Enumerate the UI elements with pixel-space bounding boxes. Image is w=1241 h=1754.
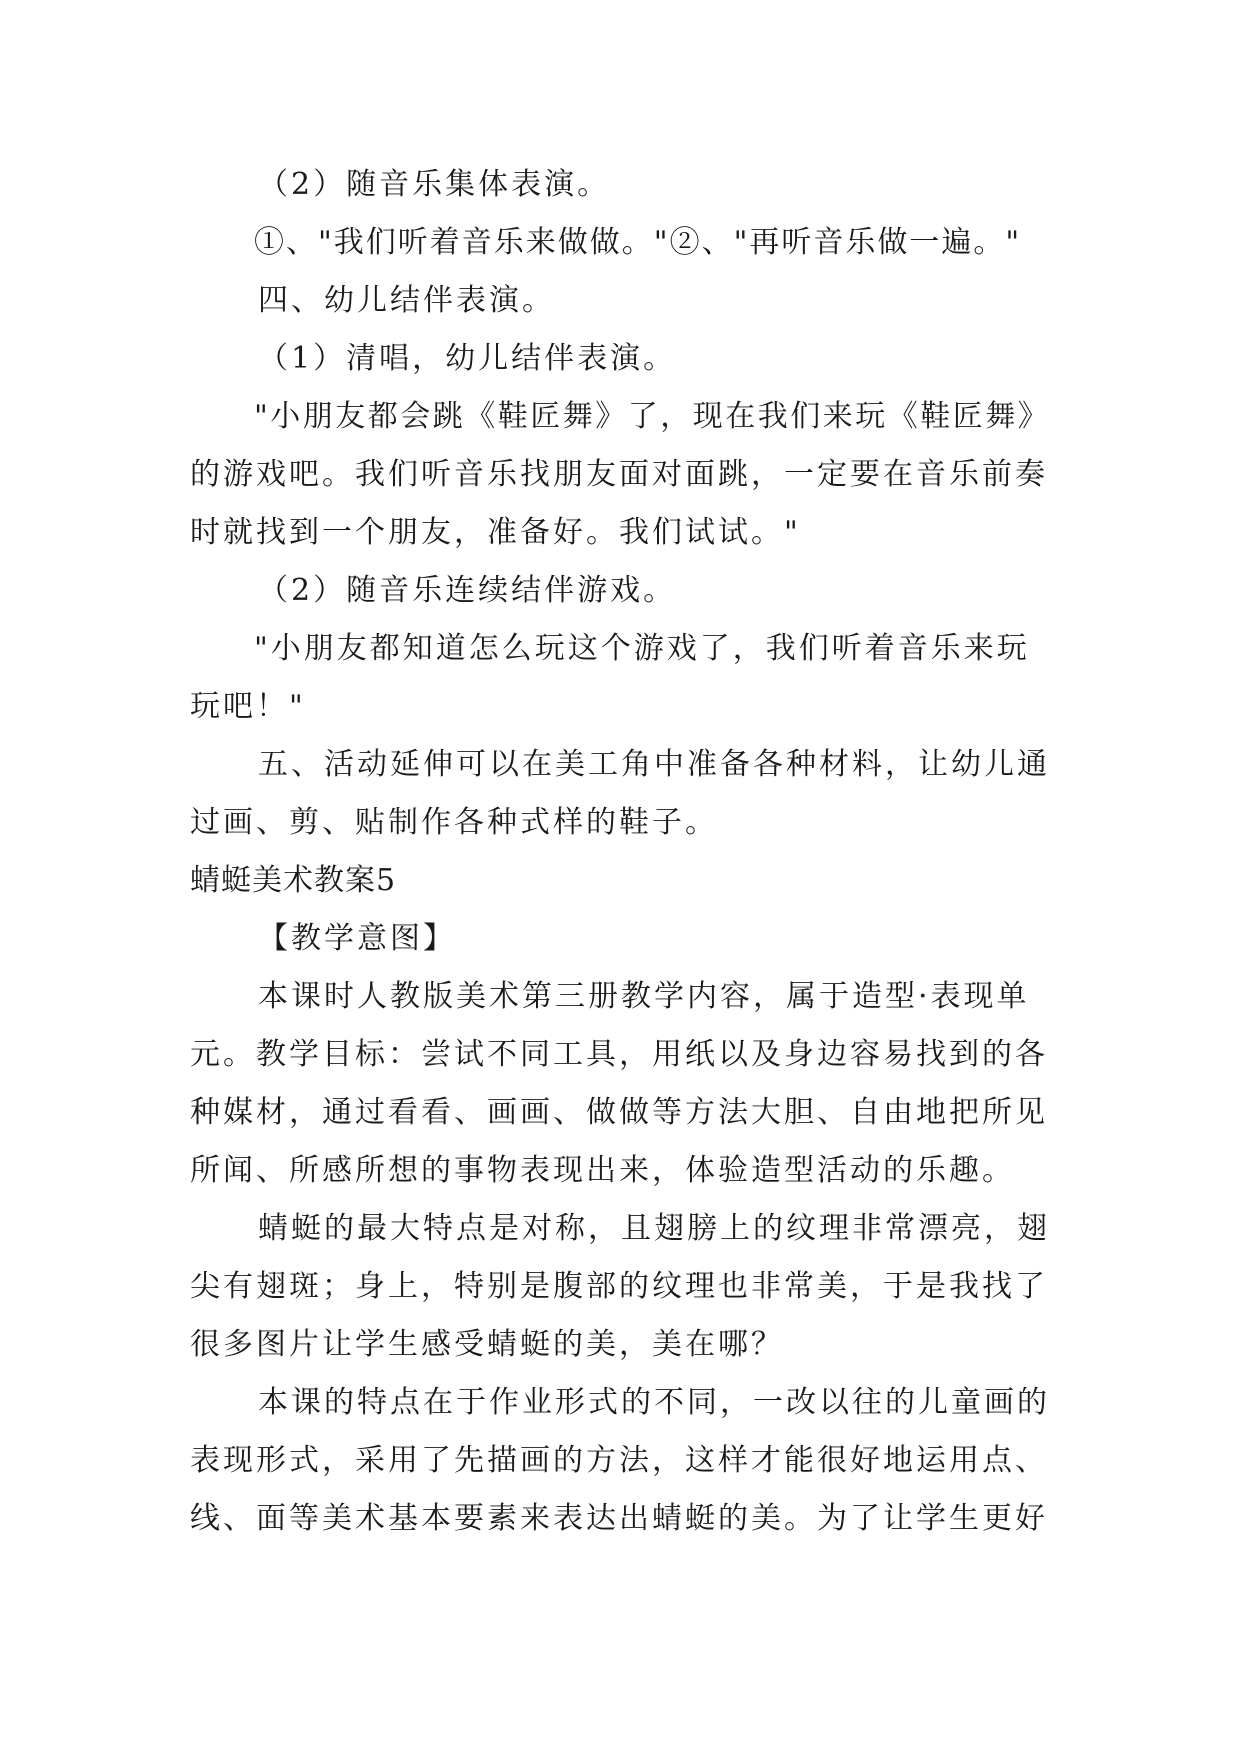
text-line: "小朋友都会跳《鞋匠舞》了，现在我们来玩《鞋匠舞》: [254, 399, 1051, 434]
section-heading: 蜻蜓美术教案5: [190, 863, 397, 898]
text-line: （1）清唱，幼儿结伴表演。: [258, 341, 677, 376]
text-line: 种媒材，通过看看、画画、做做等方法大胆、自由地把所见: [190, 1095, 1048, 1130]
subsection-heading: 【教学意图】: [258, 921, 456, 956]
text-line: ①、"我们听着音乐来做做。"②、"再听音乐做一遍。": [254, 225, 1022, 260]
text-line: 时就找到一个朋友，准备好。我们试试。": [190, 515, 801, 550]
text-line: 本课时人教版美术第三册教学内容，属于造型·表现单: [258, 979, 1030, 1014]
text-line: 很多图片让学生感受蜻蜓的美，美在哪？: [190, 1327, 784, 1362]
text-line: 尖有翅斑；身上，特别是腹部的纹理也非常美，于是我找了: [190, 1269, 1048, 1304]
text-line: 表现形式，采用了先描画的方法，这样才能很好地运用点、: [190, 1443, 1048, 1478]
text-line: 五、活动延伸可以在美工角中准备各种材料，让幼儿通: [258, 747, 1050, 782]
text-line: "小朋友都知道怎么玩这个游戏了，我们听着音乐来玩: [254, 631, 1030, 666]
text-line: （2）随音乐连续结伴游戏。: [258, 573, 677, 608]
text-line: 所闻、所感所想的事物表现出来，体验造型活动的乐趣。: [190, 1153, 1015, 1188]
text-line: 过画、剪、贴制作各种式样的鞋子。: [190, 805, 718, 840]
text-line: 四、幼儿结伴表演。: [258, 283, 555, 318]
text-line: 玩吧！": [190, 689, 306, 724]
text-line: 蜻蜓的最大特点是对称，且翅膀上的纹理非常漂亮，翅: [258, 1211, 1050, 1246]
text-line: 线、面等美术基本要素来表达出蜻蜓的美。为了让学生更好: [190, 1501, 1048, 1536]
text-line: 本课的特点在于作业形式的不同，一改以往的儿童画的: [258, 1385, 1050, 1420]
text-line: 的游戏吧。我们听音乐找朋友面对面跳，一定要在音乐前奏: [190, 457, 1048, 492]
text-line: （2）随音乐集体表演。: [258, 167, 611, 202]
text-line: 元。教学目标：尝试不同工具，用纸以及身边容易找到的各: [190, 1037, 1048, 1072]
